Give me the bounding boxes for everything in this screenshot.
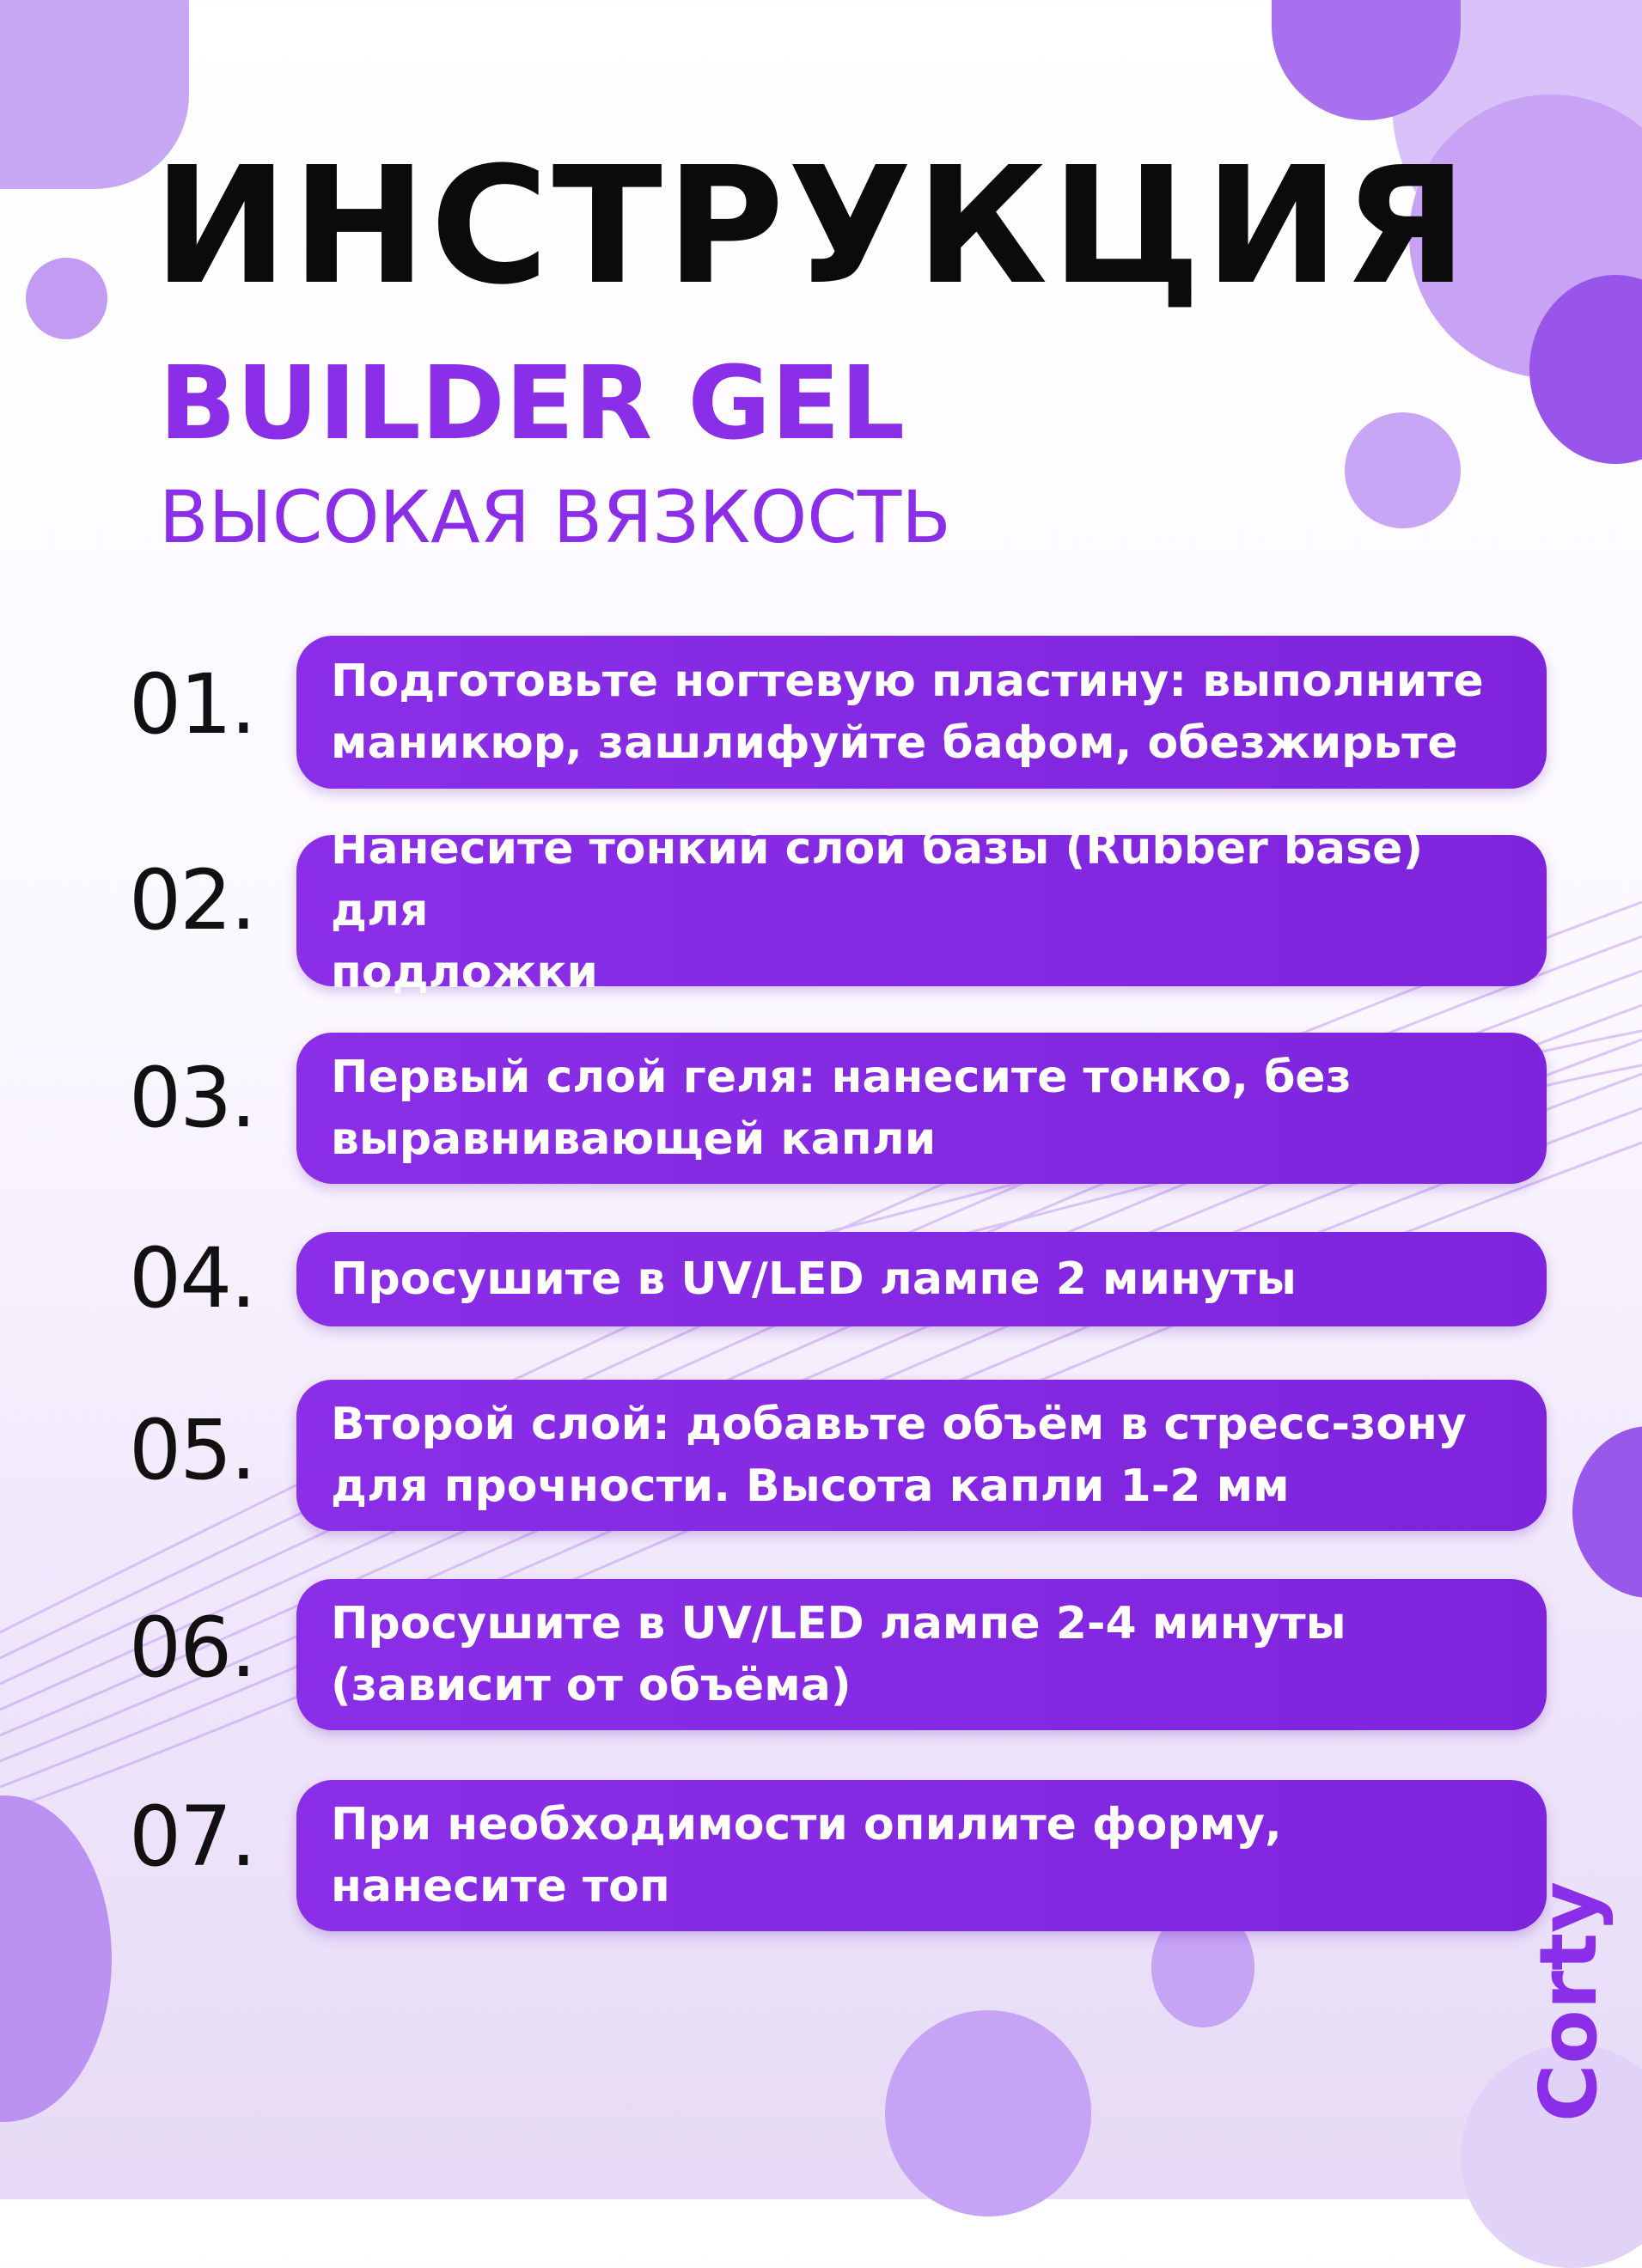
step-number: 03.	[129, 1050, 255, 1146]
step-card	[296, 1232, 1547, 1326]
step-card	[296, 1033, 1547, 1184]
step-text: Нанесите тонкий слой базы (Rubber base) для подложки	[331, 823, 1424, 998]
step-card	[296, 1780, 1547, 1931]
step-text: Просушите в UV/LED лампе 2 минуты	[331, 1253, 1297, 1305]
step-card	[296, 1579, 1547, 1730]
step-text: Первый слой геля: нанесите тонко, без выравнивающей капли	[331, 1052, 1352, 1165]
step-number: 04.	[129, 1230, 255, 1326]
step-number: 02.	[129, 852, 255, 948]
step-number: 05.	[129, 1402, 255, 1498]
step-text: Второй слой: добавьте объём в стресс-зону для прочности. Высота капли 1-2 мм	[331, 1399, 1467, 1512]
step-text: При необходимости опилите форму, нанесите топ	[331, 1799, 1282, 1912]
product-name: BUILDER GEL	[159, 344, 906, 462]
product-tagline: ВЫСОКАЯ ВЯЗКОСТЬ	[159, 475, 951, 559]
step-number: 06.	[129, 1600, 255, 1696]
step-card	[296, 823, 1547, 998]
step-number: 07.	[129, 1789, 255, 1885]
page-title: ИНСТРУКЦИЯ	[153, 132, 1471, 320]
step-number: 01.	[129, 656, 255, 753]
step-card	[296, 636, 1547, 789]
brand-logo: Corty	[1523, 1881, 1615, 2122]
step-text: Просушите в UV/LED лампе 2-4 минуты (зависит от объёма)	[331, 1598, 1346, 1711]
step-text: Подготовьте ногтевую пластину: выполните маникюр, зашлифуйте бафом, обезжирьте	[331, 655, 1484, 769]
step-card	[296, 1380, 1547, 1531]
